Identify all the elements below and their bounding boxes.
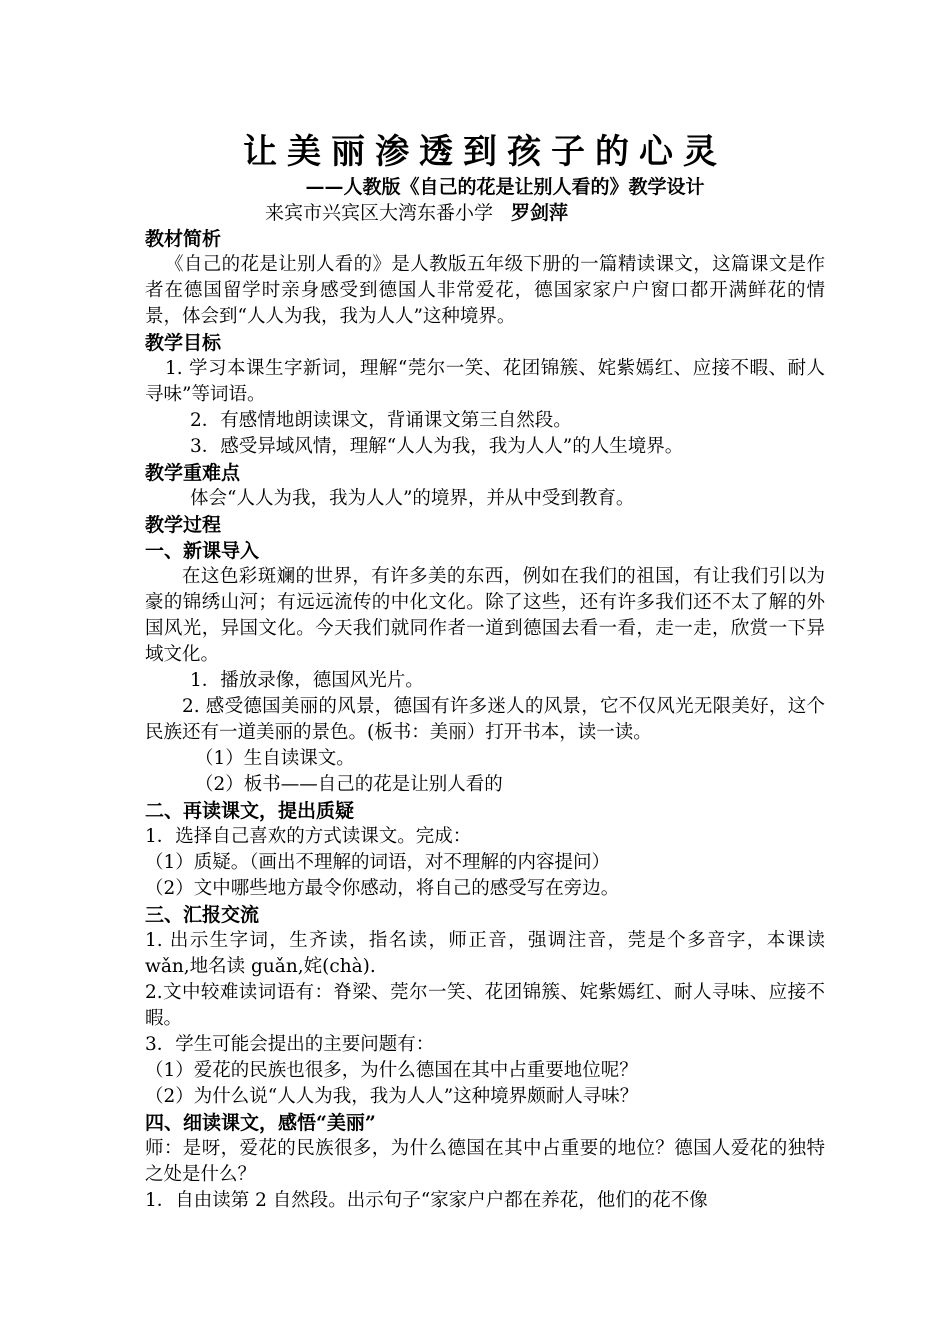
- paragraph: 3．感受异域风情，理解“人人为我，我为人人”的人生境界。: [190, 436, 684, 457]
- document-title: 让美丽渗透到孩子的心灵: [243, 132, 727, 172]
- document-subtitle: ——人教版《自己的花是让别人看的》教学设计: [305, 176, 705, 198]
- paragraph: 2. 感受德国美丽的风景，德国有许多迷人的风景，它不仅风光无限美好，这个民族还有一道美丽的景色。(板书：美丽）打开书本，读一读。: [145, 696, 825, 743]
- paragraph: （1）生自读课文。: [195, 748, 355, 769]
- paragraph: 《自己的花是让别人看的》是人教版五年级下册的一篇精读课文，这篇课文是作者在德国留学时亲身感受到德国人非常爱花，德国家家户户窗口都开满鲜花的情景，体会到“人人为我，我为人人”这种境界。: [145, 254, 825, 327]
- section-heading: 教学过程: [145, 514, 222, 536]
- paragraph: 2．有感情地朗读课文，背诵课文第三自然段。: [190, 410, 572, 431]
- section-heading: 教学目标: [145, 332, 222, 354]
- subsection-heading: 二、再读课文，提出质疑: [145, 800, 355, 822]
- paragraph: （1）爱花的民族也很多，为什么德国在其中占重要地位呢？: [145, 1060, 638, 1081]
- document-page: [145, 130, 825, 1214]
- paragraph: （2）板书——自己的花是让别人看的: [195, 774, 503, 795]
- paragraph: 1．播放录像，德国风光片。: [190, 670, 424, 691]
- paragraph: （2）为什么说“人人为我，我为人人”这种境界颇耐人寻味？: [145, 1086, 639, 1107]
- author-name: 罗剑萍: [511, 202, 569, 224]
- paragraph: 1．选择自己喜欢的方式读课文。完成：: [145, 826, 472, 847]
- paragraph: （2）文中哪些地方最令你感动，将自己的感受写在旁边。: [145, 878, 620, 899]
- author-school: 来宾市兴宾区大湾东番小学: [265, 202, 494, 224]
- paragraph: 3．学生可能会提出的主要问题有：: [145, 1034, 435, 1055]
- section-heading: 教材简析: [145, 228, 222, 250]
- subsection-heading: 三、汇报交流: [145, 904, 260, 926]
- paragraph: 1．自由读第 2 自然段。出示句子“家家户户都在养花，他们的花不像: [145, 1190, 708, 1211]
- paragraph: 师：是呀，爱花的民族很多，为什么德国在其中占重要的地位？德国人爱花的独特之处是什么？: [145, 1138, 825, 1185]
- author-line: [145, 200, 825, 226]
- paragraph: 1. 出示生字词，生齐读，指名读，师正音，强调注音，莞是个多音字，本课读 wǎn,地名读 guǎn,姹(chà).: [145, 930, 825, 977]
- paragraph: 在这色彩斑斓的世界，有许多美的东西，例如在我们的祖国，有让我们引以为豪的锦绣山河；有远远流传的中化文化。除了这些，还有许多我们还不太了解的外国风光，异国文化。今天我们就同作者一道到德国去看一看，走一走，欣赏一下异域文化。: [145, 566, 825, 665]
- section-heading: 教学重难点: [145, 462, 241, 484]
- paragraph: （1）质疑。（画出不理解的词语，对不理解的内容提问）: [145, 852, 611, 873]
- paragraph: 2.文中较难读词语有：脊梁、莞尔一笑、花团锦簇、姹紫嫣红、耐人寻味、应接不暇。: [145, 982, 825, 1029]
- paragraph: 1. 学习本课生字新词，理解“莞尔一笑、花团锦簇、姹紫嫣红、应接不暇、耐人寻味”等词语。: [145, 358, 825, 405]
- subsection-heading: 一、新课导入: [145, 540, 260, 562]
- paragraph: 体会“人人为我，我为人人”的境界，并从中受到教育。: [190, 488, 635, 509]
- subsection-heading: 四、细读课文，感悟“美丽”: [145, 1112, 376, 1134]
